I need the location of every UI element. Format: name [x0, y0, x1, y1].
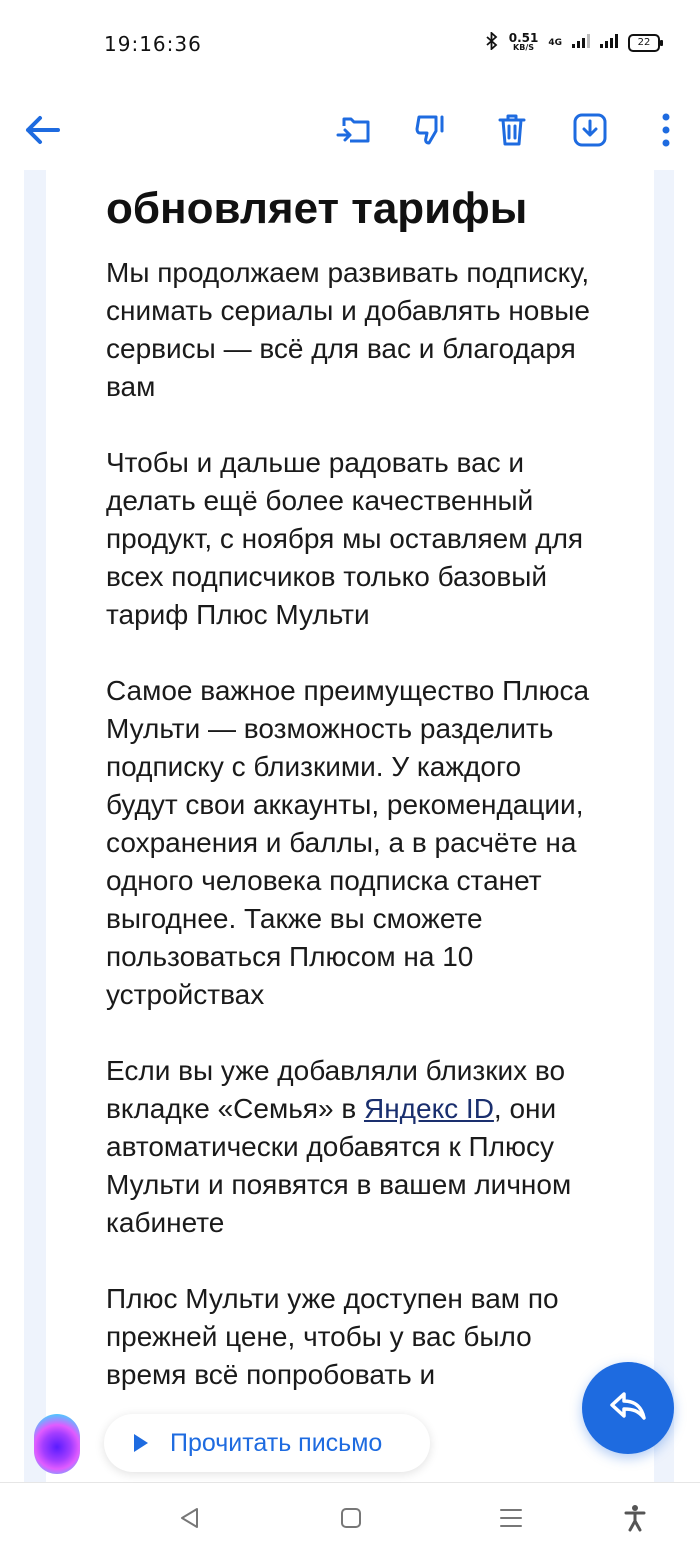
square-home-icon	[340, 1507, 362, 1534]
bluetooth-icon	[485, 32, 499, 53]
signal-2-icon	[600, 34, 618, 51]
paragraph-2: Чтобы и дальше радовать вас и делать ещё более качественный продукт, с ноября мы оставляем для всех подписчиков только базовый тариф Плюс Мульти	[106, 447, 584, 630]
reply-button[interactable]	[582, 1362, 674, 1454]
status-time: 19:16:36	[104, 32, 202, 56]
email-text	[106, 254, 596, 1432]
spam-button[interactable]	[412, 112, 452, 152]
back-button[interactable]	[22, 112, 62, 152]
status-bar	[0, 0, 700, 90]
paragraph-5: Плюс Мульти уже доступен вам по прежней цене, чтобы у вас было время всё попробовать и	[106, 1283, 559, 1390]
download-button[interactable]	[570, 112, 610, 152]
more-vertical-icon	[662, 113, 670, 152]
move-to-folder-button[interactable]	[334, 112, 374, 152]
more-button[interactable]	[646, 112, 686, 152]
email-heading: обновляет тарифы	[106, 184, 528, 233]
status-indicators	[485, 32, 660, 53]
paragraph-4: Если вы уже добавляли близких во вкладке «Семья» в Яндекс ID, они автоматически добавятся к Плюсу Мульти и появятся в вашем личном кабинете	[106, 1055, 572, 1238]
dislike-icon	[414, 113, 450, 152]
network-type: 4G	[548, 37, 562, 48]
accessibility-icon	[623, 1504, 647, 1537]
paragraph-3: Самое важное преимущество Плюса Мульти — возможность разделить подписку с близкими. У каждого будут свои аккаунты, рекомендации, сохранения и баллы, а в расчёте на одного человека подписка станет выгоднее. Также вы сможете пользоваться Плюсом на 10 устройствах	[106, 675, 590, 1010]
yandex-id-link[interactable]: Яндекс ID	[363, 1093, 494, 1124]
paragraph-1: Мы продолжаем развивать подписку, снимать сериалы и добавлять новые сервисы — всё для вас и благодаря вам	[106, 257, 590, 402]
reply-icon	[609, 1390, 647, 1427]
nav-recents-button[interactable]	[496, 1505, 526, 1535]
network-speed: 0.51 KB/S	[508, 30, 539, 52]
menu-lines-icon	[499, 1507, 523, 1534]
download-icon	[573, 113, 607, 152]
trash-icon	[497, 113, 527, 152]
email-toolbar	[0, 90, 700, 170]
nav-home-button[interactable]	[336, 1505, 366, 1535]
email-body[interactable]	[46, 170, 654, 1482]
signal-1-icon	[572, 34, 590, 51]
battery-indicator: 22	[628, 34, 660, 52]
back-arrow-icon	[24, 115, 60, 150]
read-email-label: Прочитать письмо	[170, 1428, 383, 1457]
move-to-folder-icon	[336, 114, 372, 151]
nav-back-button[interactable]	[174, 1505, 204, 1535]
system-navigation-bar	[0, 1482, 700, 1557]
nav-accessibility-button[interactable]	[620, 1505, 650, 1535]
triangle-back-icon	[178, 1506, 200, 1535]
alice-assistant-icon[interactable]	[34, 1414, 80, 1474]
read-email-button[interactable]	[104, 1414, 430, 1472]
play-icon	[134, 1434, 148, 1452]
delete-button[interactable]	[492, 112, 532, 152]
